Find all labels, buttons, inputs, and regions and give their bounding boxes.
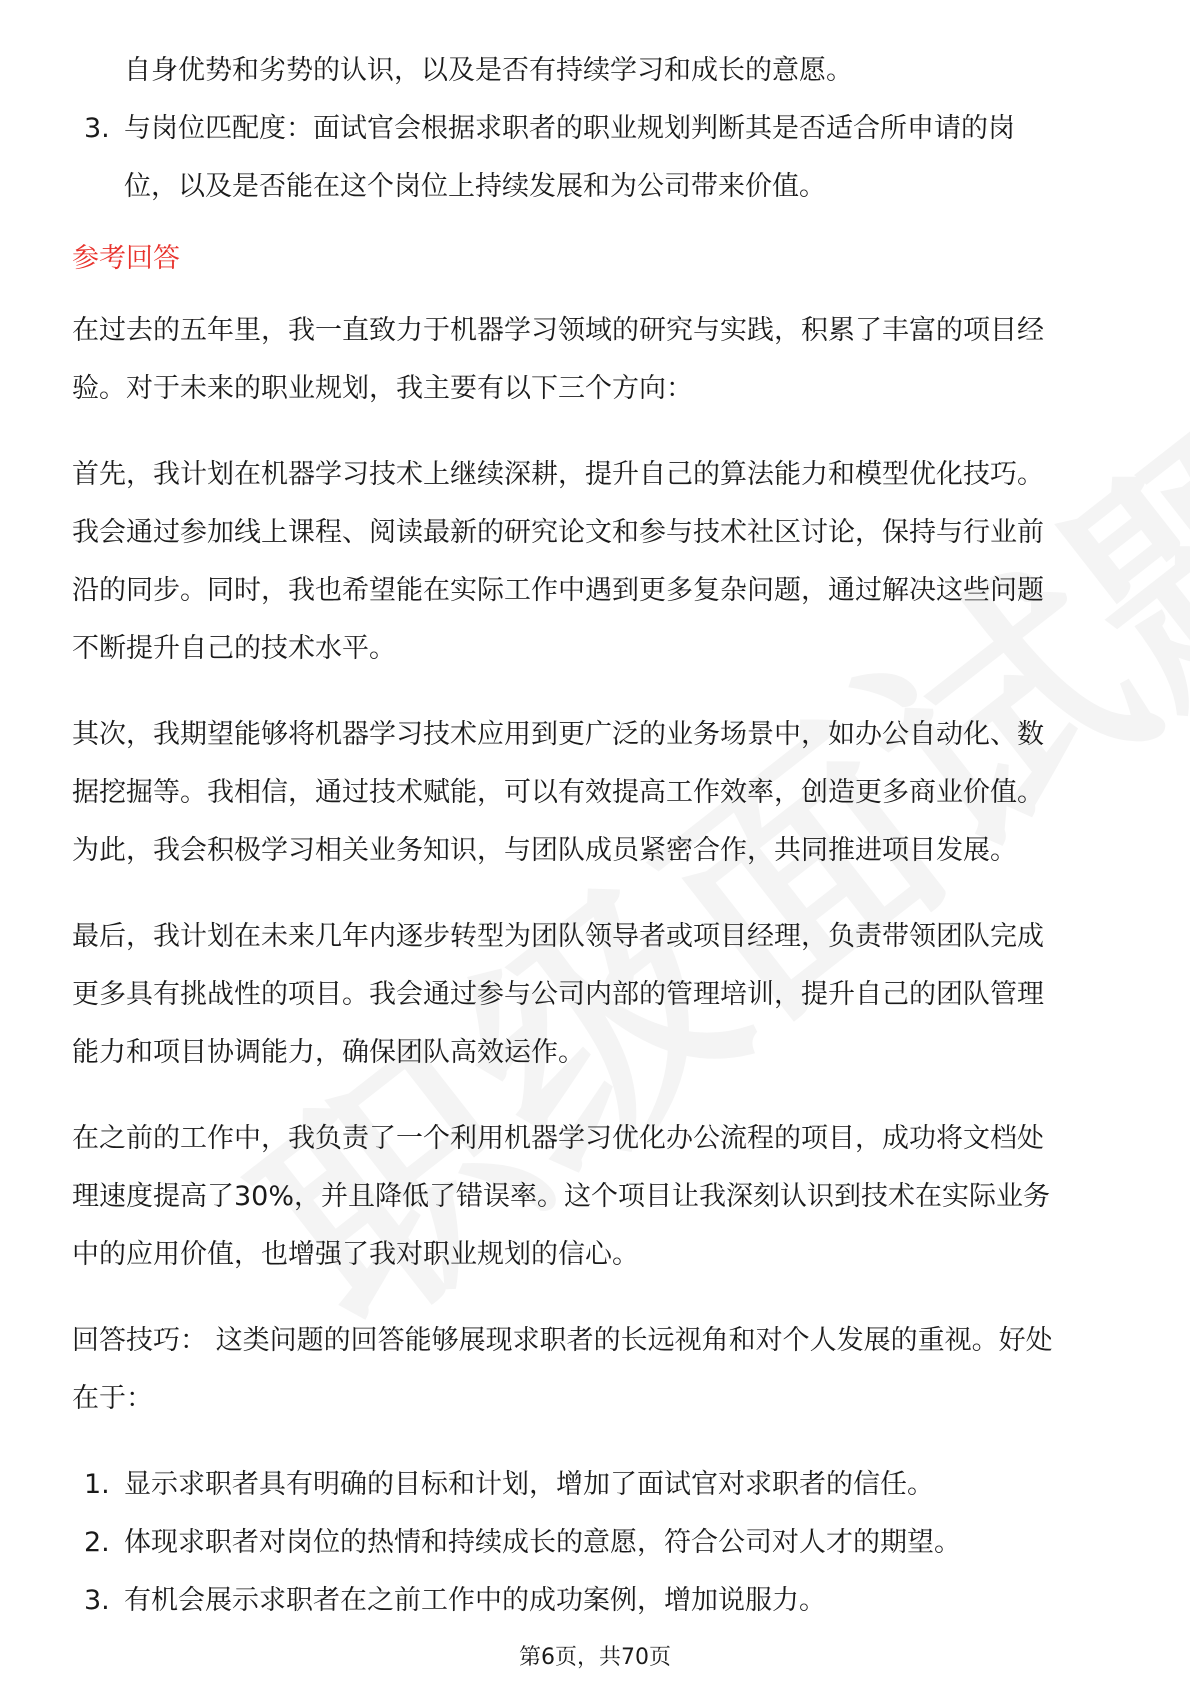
text-line: 理速度提高了30%，并且降低了错误率。这个项目让我深刻认识到技术在实际业务 (72, 1181, 1051, 1212)
list-item (72, 1456, 1132, 1514)
text-line: 在于： (72, 1383, 153, 1414)
text-line: 中的应用价值，也增强了我对职业规划的信心。 (72, 1239, 639, 1270)
list-number: 2. (84, 1527, 110, 1558)
list-item-text: 显示求职者具有明确的目标和计划，增加了面试官对求职者的信任。 (124, 1469, 934, 1500)
list-number: 3. (84, 113, 110, 144)
text-line: 最后，我计划在未来几年内逐步转型为团队领导者或项目经理，负责带领团队完成 (72, 921, 1044, 952)
page-footer: 第6页，共70页 (519, 1645, 671, 1670)
list-number: 1. (84, 1469, 110, 1500)
answer-tips (72, 1312, 1132, 1428)
list-item-text: 有机会展示求职者在之前工作中的成功案例，增加说服力。 (124, 1585, 826, 1616)
list-number: 3. (84, 1585, 110, 1616)
paragraph (72, 446, 1132, 678)
text-line: 其次，我期望能够将机器学习技术应用到更广泛的业务场景中，如办公自动化、数 (72, 719, 1044, 750)
list-item (72, 100, 1132, 216)
list-item-continuation: 自身优势和劣势的认识，以及是否有持续学习和成长的意愿。 (124, 55, 853, 86)
text-line: 我会通过参加线上课程、阅读最新的研究论文和参与技术社区讨论，保持与行业前 (72, 517, 1044, 548)
benefits-list (72, 1456, 1132, 1630)
paragraph (72, 908, 1132, 1082)
page-content (72, 42, 1132, 1630)
text-line: 为此，我会积极学习相关业务知识，与团队成员紧密合作，共同推进项目发展。 (72, 835, 1017, 866)
text-line: 沿的同步。同时，我也希望能在实际工作中遇到更多复杂问题，通过解决这些问题 (72, 575, 1044, 606)
text-line: 在之前的工作中，我负责了一个利用机器学习优化办公流程的项目，成功将文档处 (72, 1123, 1044, 1154)
list-item (72, 1572, 1132, 1630)
text-line: 验。对于未来的职业规划，我主要有以下三个方向： (72, 373, 693, 404)
text-line: 在过去的五年里，我一直致力于机器学习领域的研究与实践，积累了丰富的项目经 (72, 315, 1044, 346)
text-line: 更多具有挑战性的项目。我会通过参与公司内部的管理培训，提升自己的团队管理 (72, 979, 1044, 1010)
paragraph (72, 706, 1132, 880)
text-line: 据挖掘等。我相信，通过技术赋能，可以有效提高工作效率，创造更多商业价值。 (72, 777, 1044, 808)
section-title: 参考回答 (72, 243, 180, 274)
text-line: 回答技巧： 这类问题的回答能够展现求职者的长远视角和对个人发展的重视。好处 (72, 1325, 1053, 1356)
list-item-text: 体现求职者对岗位的热情和持续成长的意愿，符合公司对人才的期望。 (124, 1527, 961, 1558)
list-item (72, 1514, 1132, 1572)
text-line: 首先，我计划在机器学习技术上继续深耕，提升自己的算法能力和模型优化技巧。 (72, 459, 1044, 490)
text-line: 不断提升自己的技术水平。 (72, 633, 396, 664)
list-item-text: 位，以及是否能在这个岗位上持续发展和为公司带来价值。 (124, 171, 826, 202)
text-line: 能力和项目协调能力，确保团队高效运作。 (72, 1037, 585, 1068)
list-item-text: 与岗位匹配度：面试官会根据求职者的职业规划判断其是否适合所申请的岗 (124, 113, 1015, 144)
paragraph (72, 1110, 1132, 1284)
paragraph (72, 302, 1132, 418)
